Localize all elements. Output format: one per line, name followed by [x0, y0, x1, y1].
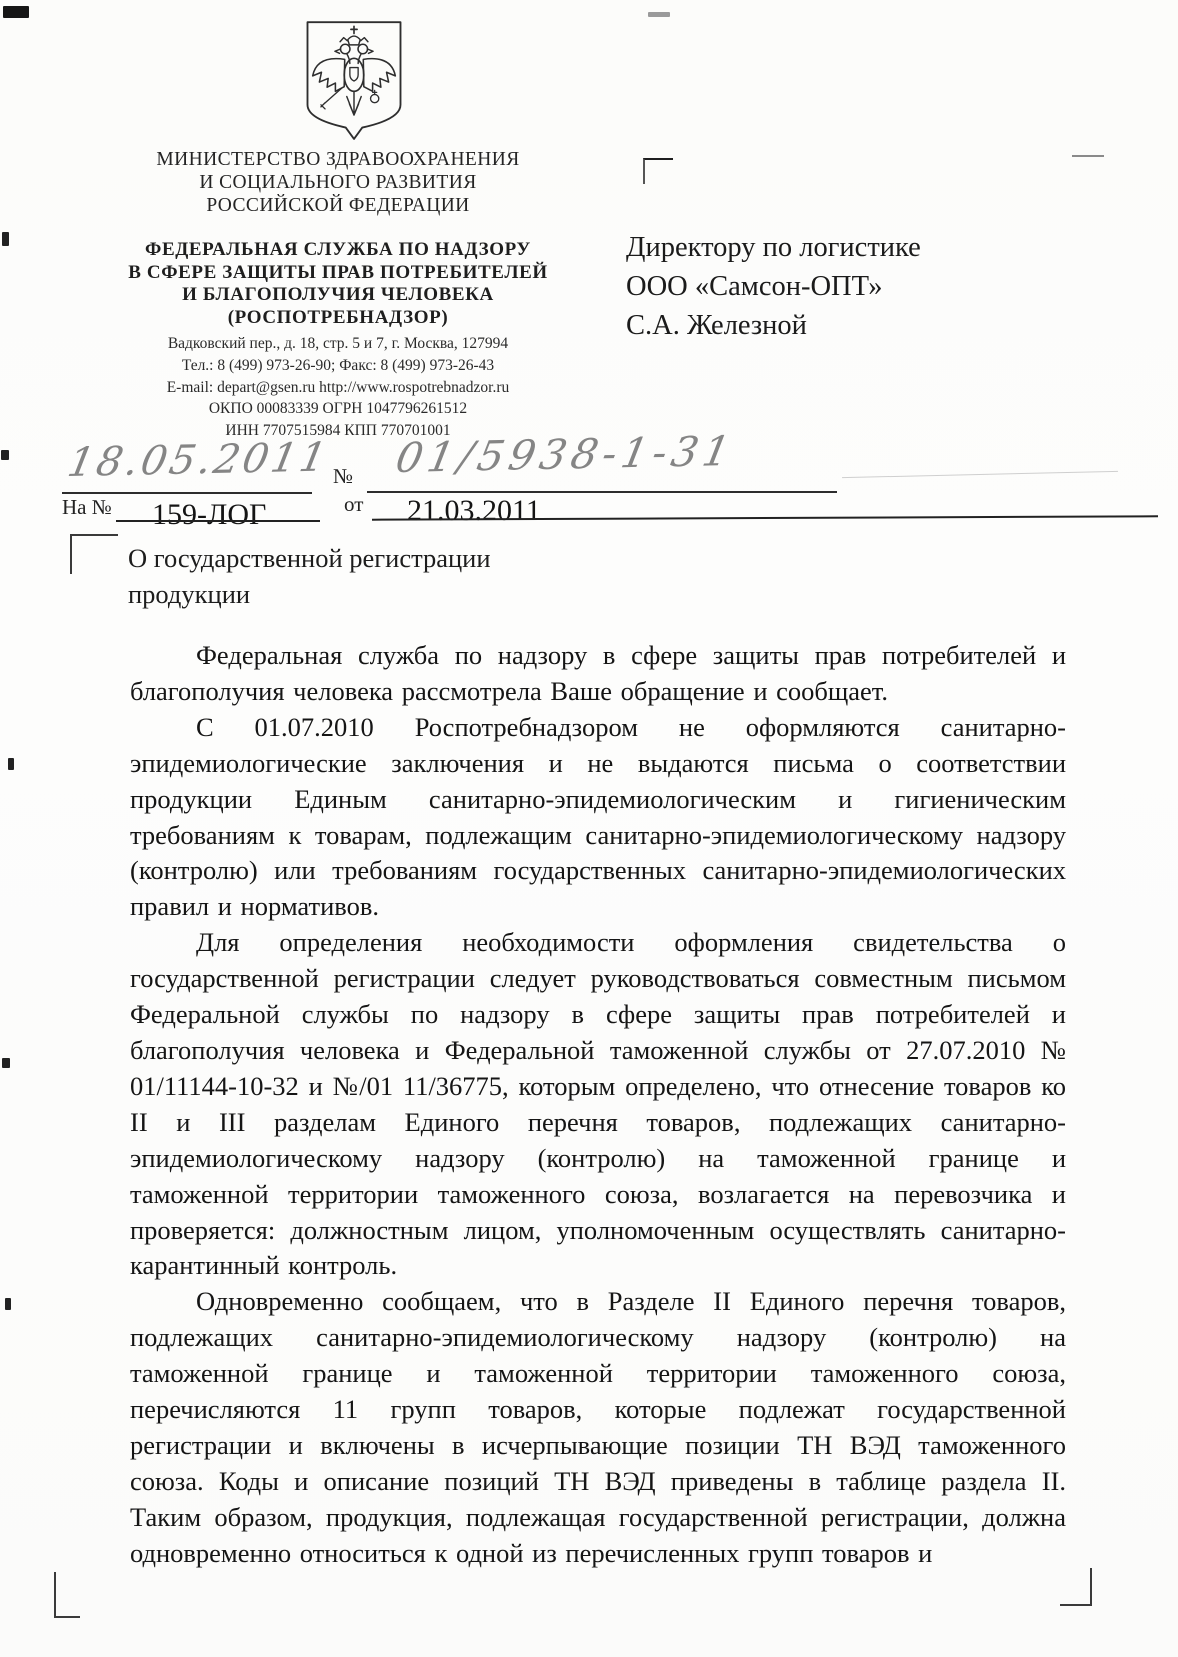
scan-artifact — [1, 450, 9, 460]
scan-artifact — [2, 1058, 10, 1068]
okpo-ogrn-line: ОКПО 00083339 ОГРН 1047796261512 — [208, 400, 468, 418]
scan-artifact — [8, 758, 14, 770]
addressee-block — [626, 228, 1066, 345]
addressee-corner-mark-top-right — [1072, 155, 1104, 164]
number-rule-line — [367, 491, 837, 493]
ministry-line: МИНИСТЕРСТВО ЗДРАВООХРАНЕНИЯ — [156, 149, 520, 170]
phone-fax-line: Тел.: 8 (499) 973-26-90; Факс: 8 (499) 973-26-43 — [181, 356, 495, 374]
address-line: Вадковский пер., д. 18, стр. 5 и 7, г. Москва, 127994 — [167, 335, 509, 352]
page-corner-mark-bottom-right — [1060, 1568, 1092, 1606]
handwritten-outgoing-date: 18.05.2011 — [64, 434, 333, 486]
addressee-company: ООО «Самсон-ОПТ» — [626, 271, 883, 302]
faint-pencil-stroke — [842, 471, 1118, 478]
ministry-line: РОССИЙСКОЙ ФЕДЕРАЦИИ — [206, 195, 470, 216]
body-paragraph: С 01.07.2010 Роспотребнадзором не оформляются санитарно-эпидемиологические заключения и не выдаются письма о соответствии продукции Единым санитарно-эпидемиологическим и гигиеническим требованиям к товарам, подлежащим санитарно-эпидемиологическому надзору (контролю) или требованиям государственных санитарно-эпидемиологических правил и нормативов. — [130, 711, 1066, 922]
scan-artifact — [2, 232, 9, 246]
agency-line: И БЛАГОПОЛУЧИЯ ЧЕЛОВЕКА — [182, 284, 494, 305]
incoming-number-label: На № — [62, 495, 112, 519]
russia-coat-of-arms-icon — [300, 18, 408, 142]
subject-line: О государственной регистрации — [128, 543, 491, 573]
agency-line: ФЕДЕРАЛЬНАЯ СЛУЖБА ПО НАДЗОРУ — [145, 239, 531, 260]
handwritten-outgoing-number: 01/5938-1-31 — [392, 426, 739, 482]
incoming-date-value: 21.03.2011 — [407, 494, 541, 527]
body-paragraph: Федеральная служба по надзору в сфере защиты прав потребителей и благополучия человека рассмотрела Ваше обращение и сообщает. — [130, 640, 1066, 706]
scan-artifact — [648, 12, 670, 17]
page-corner-mark-bottom-left — [54, 1572, 80, 1618]
from-label: от — [344, 492, 364, 516]
subject-line: продукции — [128, 579, 251, 609]
number-sign-label: № — [333, 464, 354, 488]
letter-body — [130, 638, 1066, 1572]
agency-line: В СФЕРЕ ЗАЩИТЫ ПРАВ ПОТРЕБИТЕЛЕЙ — [128, 261, 548, 283]
body-paragraph: Одновременно сообщаем, что в Разделе II Единого перечня товаров, подлежащих санитарно-эпидемиологическому надзору (контролю) на таможенной границе и таможенной территории таможенного союза, перечисляются 11 групп товаров, которые подлежат государственной регистрации и включены в исчерпывающие позиции ТН ВЭД таможенного союза. Коды и описание позиций ТН ВЭД приведены в таблице раздела II. Таким образом, продукция, подлежащая государственной регистрации, должна одновременно относиться к одной из перечисленных групп товаров и — [130, 1286, 1066, 1568]
email-web-line: E-mail: depart@gsen.ru http://www.rospotrebnadzor.ru — [166, 378, 510, 396]
scan-artifact — [3, 6, 29, 18]
addressee-position: Директору по логистике — [626, 232, 921, 263]
body-paragraph: Для определения необходимости оформления свидетельства о государственной регистрации следует руководствоваться совместным письмом Федеральной службы по надзору в сфере защиты прав потребителей и благополучия человека и Федеральной таможенной службы от 27.07.2010 № 01/11144-10-32 и №/01 11/36775, которым определено, что отнесение товаров ко II и III разделам Единого перечня товаров, подлежащих санитарно-эпидемиологическому надзору (контролю) на таможенной границе и таможенной территории таможенного союза, возлагается на перевозчика и проверяется: должностным лицом, уполномоченным осуществлять санитарно-карантинный контроль. — [130, 927, 1066, 1281]
inn-kpp-line: ИНН 7707515984 КПП 770701001 — [225, 422, 451, 440]
contact-details-block — [86, 333, 590, 442]
incoming-number-value: 159-ЛОГ — [152, 498, 267, 531]
agency-line: (РОСПОТРЕБНАДЗОР) — [227, 306, 449, 328]
agency-name-block — [100, 239, 576, 329]
incoming-number-rule-line — [116, 520, 320, 522]
subject-block — [128, 540, 608, 612]
scan-artifact — [5, 1298, 11, 1310]
addressee-person: С.А. Железной — [626, 310, 807, 341]
date-rule-line — [62, 492, 312, 494]
reference-corner-mark — [70, 534, 118, 574]
ministry-line: И СОЦИАЛЬНОГО РАЗВИТИЯ — [199, 172, 477, 193]
ministry-name-block — [108, 148, 568, 217]
addressee-corner-mark-top-left — [643, 158, 673, 184]
